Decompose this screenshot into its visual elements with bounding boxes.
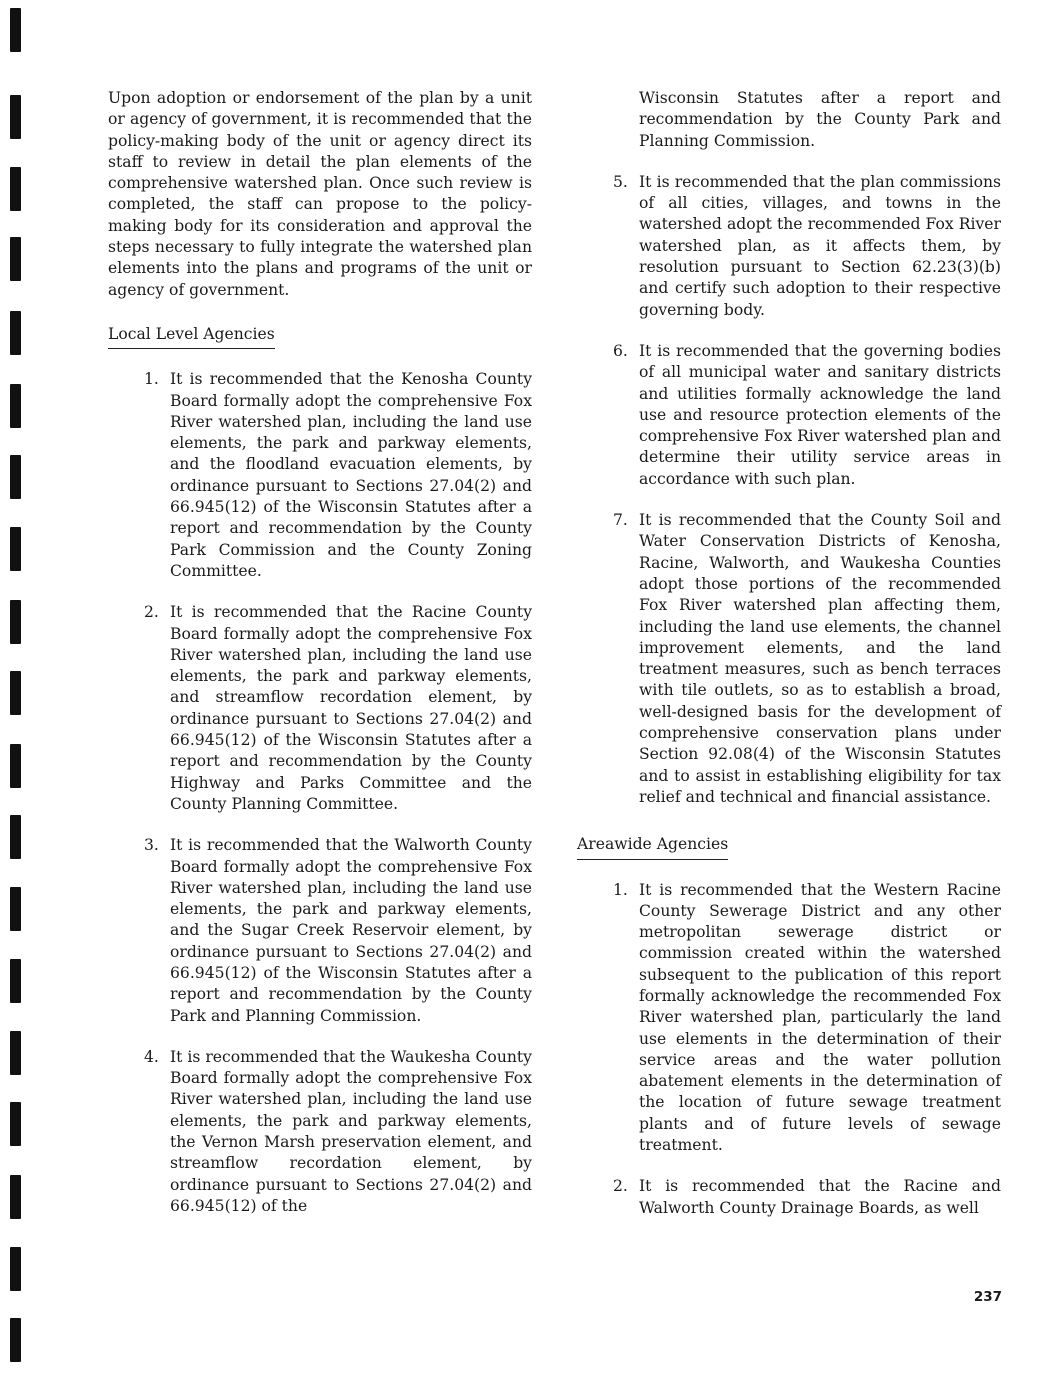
item-text: It is recommended that the Waukesha County Board formally adopt the comprehensive Fox River watershed plan, including the land use elements, the park and parkway elements, the Vernon Marsh preservation element, and streamflow recordation element, by ordinance pursuant to Sections 27.04(2) and 66.945(12) of the [170,1047,532,1215]
binding-mark [10,600,21,644]
list-item [577,1176,1001,1219]
item-text: It is recommended that the Kenosha County Board formally adopt the comprehensive Fox River watershed plan, including the land use elements, the park and parkway elements, and the floodland evacuation elements, by ordinance pursuant to Sections 27.04(2) and 66.945(12) of the Wisconsin Statutes after a report and recommendation by the County Park Commission and the County Zoning Committee. [170,370,532,580]
item-text: It is recommended that the Walworth County Board formally adopt the comprehensive Fox River watershed plan, including the land use elements, the park and parkway elements, and the Sugar Creek Reservoir element, by ordinance pursuant to Sections 27.04(2) and 66.945(12) of the Wisconsin Statutes after a report and recommendation by the County Park and Planning Commission. [170,836,532,1025]
binding-mark [10,1031,21,1075]
item-number: 1. [613,880,628,899]
continued-item-text: Wisconsin Statutes after a report and recommendation by the County Park and Planning Commission. [639,89,1001,150]
item-number: 7. [613,511,628,530]
binding-mark [10,311,21,355]
item-number: 2. [144,603,159,622]
right-column [577,88,1001,1239]
binding-mark [10,8,21,52]
list-item [577,510,1001,808]
item-number: 3. [144,836,159,855]
item-number: 1. [144,370,159,389]
binding-mark [10,744,21,788]
item-number: 5. [613,172,628,191]
list-item [108,602,532,815]
section-heading-local: Local Level Agencies [108,324,275,349]
item-text: It is recommended that the governing bodies of all municipal water and sanitary districts and utilities formally acknowledge the land use and resource protection elements of the comprehensive Fox River watershed plan and determine their utility service areas in accordance with such plan. [639,341,1001,488]
item-text: It is recommended that the County Soil and Water Conservation Districts of Kenosha, Racine, Walworth, and Waukesha Counties adopt those portions of the recommended Fox River watershed plan affecting them, including the land use elements, the channel improvement elements, and the land treatment measures, such as bench terraces with tile outlets, so as to establish a broad, well-designed basis for the development of comprehensive conservation plans under Section 92.08(4) of the Wisconsin Statutes and to assist in establishing eligibility for tax relief and technical and financial assistance. [639,511,1001,806]
binding-mark [10,959,21,1003]
page-number: 237 [973,1289,1002,1305]
item-text: It is recommended that the Western Racine County Sewerage District and any other metropolitan sewerage district or commission created within the watershed subsequent to the publication of this report formally acknowledge the recommended Fox River watershed plan, particularly the land use elements in the determination of their service areas and the water pollution abatement elements in the determination of the location of future sewage treatment plants and of future levels of sewage treatment. [639,880,1001,1155]
item-text: It is recommended that the plan commissions of all cities, villages, and towns in the watershed adopt the recommended Fox River watershed plan, as it affects them, by resolution pursuant to Section 62.23(3)(b) and certify such adoption to their respective governing body. [639,172,1001,319]
list-item [577,172,1001,321]
list-item [108,835,532,1027]
binding-mark [10,1175,21,1219]
binding-mark [10,1102,21,1146]
binding-mark [10,1247,21,1291]
binding-mark [10,1318,21,1362]
binding-mark [10,237,21,281]
binding-mark [10,167,21,211]
left-column [108,88,532,1237]
item-number: 6. [613,341,628,360]
section-heading-areawide: Areawide Agencies [577,834,728,859]
list-item [108,1047,532,1217]
binding-mark [10,384,21,428]
binding-mark [10,887,21,931]
binding-mark [10,95,21,139]
item-number: 2. [613,1177,628,1196]
list-item [577,341,1001,490]
binding-mark [10,527,21,571]
binding-holes [0,0,40,1379]
list-item [108,369,532,582]
binding-mark [10,815,21,859]
list-item [577,880,1001,1157]
binding-mark [10,455,21,499]
item-text: It is recommended that the Racine County Board formally adopt the comprehensive Fox River watershed plan, including the land use elements, the park and parkway elements, and streamflow recordation element, by ordinance pursuant to Sections 27.04(2) and 66.945(12) of the Wisconsin Statutes after a report and recommendation by the County Highway and Parks Committee and the County Planning Committee. [170,603,532,813]
item-number: 4. [144,1047,159,1066]
intro-paragraph: Upon adoption or endorsement of the plan by a unit or agency of government, it is recommended that the policy-making body of the unit or agency direct its staff to review in detail the plan elements of the comprehensive watershed plan. Once such review is completed, the staff can propose to the policy-making body for its consideration and approval the steps necessary to fully integrate the watershed plan elements into the plans and programs of the unit or agency of government. [108,89,532,299]
item-text: It is recommended that the Racine and Walworth County Drainage Boards, as well [639,1177,1001,1217]
binding-mark [10,671,21,715]
